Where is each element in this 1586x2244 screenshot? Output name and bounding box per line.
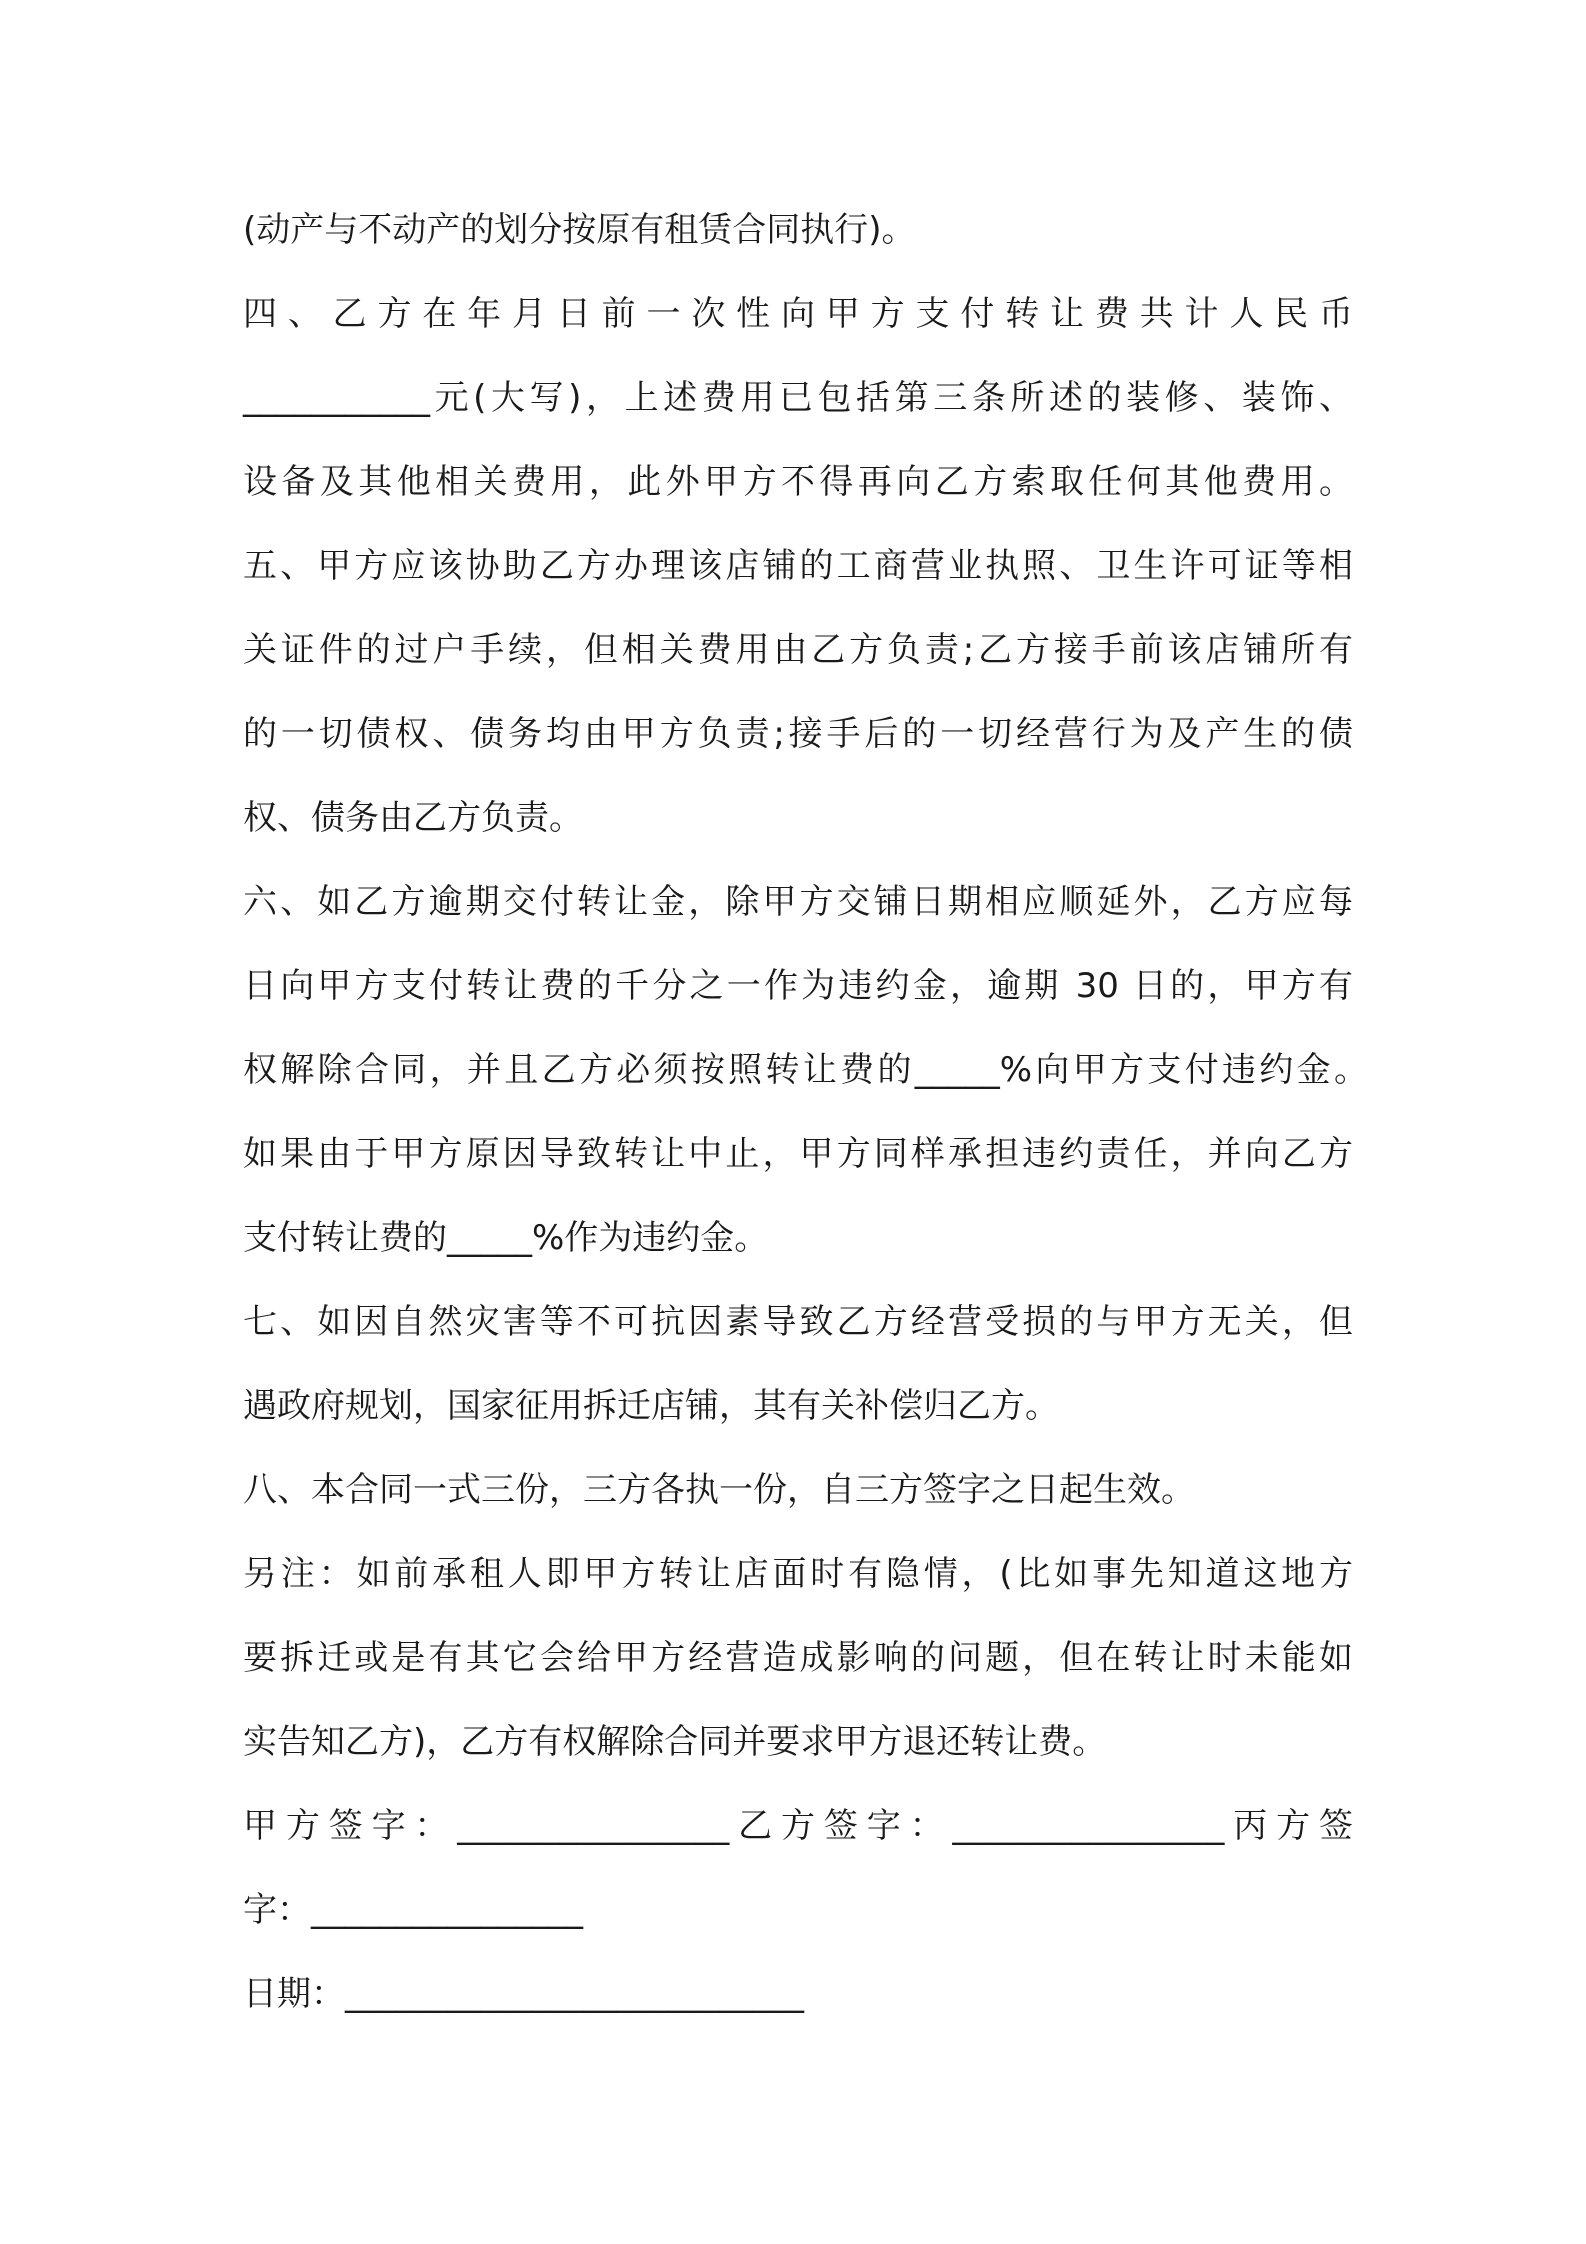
- clause-4-line-2: ___________元(大写)，上述费用已包括第三条所述的装修、装饰、: [243, 378, 1353, 418]
- clause-5-line-1: 五、甲方应该协助乙方办理该店铺的工商营业执照、卫生许可证等相: [243, 546, 1353, 586]
- clause-7-line-1: 七、如因自然灾害等不可抗因素导致乙方经营受损的与甲方无关，但: [243, 1302, 1353, 1342]
- clause-4-line-3: 设备及其他相关费用，此外甲方不得再向乙方索取任何其他费用。: [243, 462, 1353, 502]
- clause-4-line-1: 四、乙方在年月日前一次性向甲方支付转让费共计人民币: [243, 294, 1353, 334]
- clause-6-line-2: 日向甲方支付转让费的千分之一作为违约金，逾期 30 日的，甲方有: [243, 966, 1353, 1006]
- clause-8-line-1: 八、本合同一式三份，三方各执一份，自三方签字之日起生效。: [243, 1470, 1195, 1510]
- contract-body: [243, 200, 1368, 2048]
- signature-line-2: 字：________________: [243, 1890, 583, 1930]
- text-line-1: (动产与不动产的划分按原有租赁合同执行)。: [243, 210, 916, 250]
- clause-5-line-3: 的一切债权、债务均由甲方负责;接手后的一切经营行为及产生的债: [243, 714, 1353, 754]
- signature-line-1: 甲方签字：________________乙方签字：________________丙方签: [243, 1806, 1353, 1846]
- note-line-1: 另注：如前承租人即甲方转让店面时有隐情，(比如事先知道这地方: [243, 1554, 1353, 1594]
- clause-5-line-4: 权、债务由乙方负责。: [243, 798, 583, 838]
- clause-7-line-2: 遇政府规划，国家征用拆迁店铺，其有关补偿归乙方。: [243, 1386, 1059, 1426]
- clause-6-line-4: 如果由于甲方原因导致转让中止，甲方同样承担违约责任，并向乙方: [243, 1134, 1353, 1174]
- note-line-2: 要拆迁或是有其它会给甲方经营造成影响的问题，但在转让时未能如: [243, 1638, 1353, 1678]
- date-line: 日期：___________________________: [243, 1974, 804, 2014]
- clause-6-line-3: 权解除合同，并且乙方必须按照转让费的_____%向甲方支付违约金。: [243, 1050, 1368, 1090]
- note-line-3: 实告知乙方)，乙方有权解除合同并要求甲方退还转让费。: [243, 1722, 1107, 1762]
- clause-6-line-5: 支付转让费的_____%作为违约金。: [243, 1218, 769, 1258]
- clause-5-line-2: 关证件的过户手续，但相关费用由乙方负责;乙方接手前该店铺所有: [243, 630, 1353, 670]
- clause-6-line-1: 六、如乙方逾期交付转让金，除甲方交铺日期相应顺延外，乙方应每: [243, 882, 1353, 922]
